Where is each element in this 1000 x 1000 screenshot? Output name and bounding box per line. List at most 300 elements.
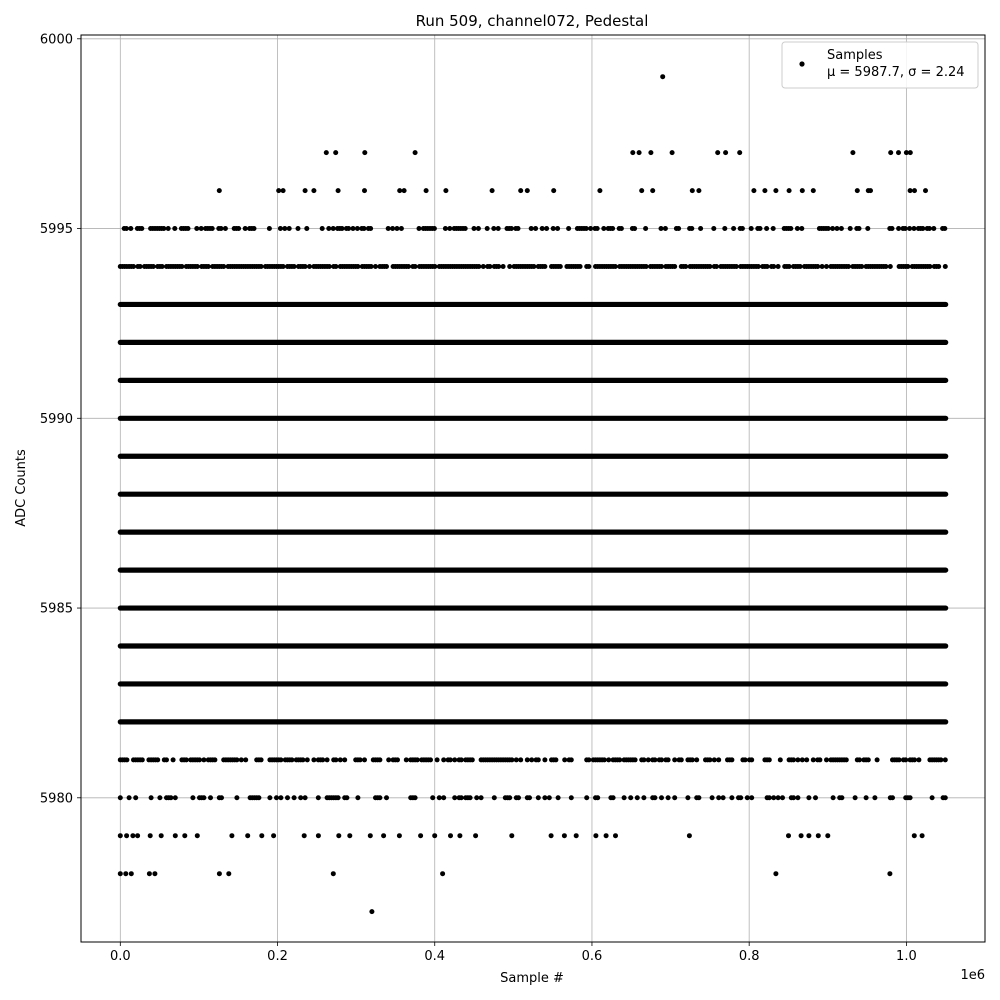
sample-point — [749, 226, 754, 231]
sample-point — [788, 226, 793, 231]
sample-point — [340, 226, 345, 231]
sample-point — [908, 150, 913, 155]
sample-point — [210, 226, 215, 231]
sample-point — [252, 226, 257, 231]
sample-point — [402, 188, 407, 193]
x-tick-label: 0.4 — [424, 949, 446, 964]
sample-point — [942, 226, 947, 231]
sample-point — [617, 757, 622, 762]
sample-point — [463, 226, 468, 231]
sample-point — [509, 757, 514, 762]
sample-point — [281, 188, 286, 193]
sample-point — [912, 188, 917, 193]
sample-point — [118, 795, 123, 800]
sample-point — [384, 795, 389, 800]
sample-point — [303, 188, 308, 193]
sample-point — [780, 795, 785, 800]
sample-point — [936, 264, 941, 269]
sample-point — [199, 226, 204, 231]
sample-point — [566, 226, 571, 231]
sample-point — [716, 795, 721, 800]
sample-point — [606, 757, 611, 762]
sample-point — [690, 188, 695, 193]
sample-point — [676, 226, 681, 231]
sample-point — [690, 757, 695, 762]
sample-point — [672, 264, 677, 269]
sample-point — [745, 795, 750, 800]
sample-point — [129, 871, 134, 876]
sample-point — [447, 226, 452, 231]
sample-point — [531, 264, 536, 269]
sample-point — [595, 795, 600, 800]
sample-point — [267, 226, 272, 231]
sample-point — [333, 264, 338, 269]
sample-point — [806, 795, 811, 800]
sample-point — [943, 264, 948, 269]
sample-point — [533, 226, 538, 231]
x-tick-label: 0.2 — [267, 949, 288, 964]
sample-point — [219, 795, 224, 800]
sample-point — [687, 833, 692, 838]
sample-point — [164, 757, 169, 762]
sample-point — [234, 795, 239, 800]
sample-point — [130, 833, 135, 838]
sample-point — [459, 795, 464, 800]
sample-point — [816, 833, 821, 838]
sample-point — [817, 757, 822, 762]
sample-point — [773, 188, 778, 193]
sample-point — [152, 871, 157, 876]
sample-point — [731, 226, 736, 231]
sample-point — [799, 226, 804, 231]
sample-point — [368, 226, 373, 231]
sample-point — [908, 795, 913, 800]
sample-point — [813, 795, 818, 800]
sample-point — [221, 264, 226, 269]
sample-point — [830, 226, 835, 231]
sample-point — [184, 757, 189, 762]
sample-point — [715, 150, 720, 155]
sample-point — [903, 757, 908, 762]
sample-point — [850, 150, 855, 155]
x-axis-offset-label: 1e6 — [960, 968, 985, 983]
sample-point — [551, 188, 556, 193]
sample-point — [659, 264, 664, 269]
sample-point — [369, 264, 374, 269]
sample-point — [131, 264, 136, 269]
sample-point — [172, 226, 177, 231]
sample-point — [197, 757, 202, 762]
sample-point — [824, 264, 829, 269]
sample-point — [694, 757, 699, 762]
sample-point — [118, 833, 123, 838]
sample-point — [707, 757, 712, 762]
sample-point — [428, 757, 433, 762]
sample-point — [764, 226, 769, 231]
sample-point — [331, 871, 336, 876]
sample-point — [787, 188, 792, 193]
sample-point — [311, 757, 316, 762]
sample-point — [569, 795, 574, 800]
sample-point — [795, 226, 800, 231]
sample-point — [507, 264, 512, 269]
sample-point — [586, 264, 591, 269]
sample-point — [206, 264, 211, 269]
sample-point — [859, 264, 864, 269]
sample-point — [604, 833, 609, 838]
sample-point — [729, 795, 734, 800]
sample-point — [397, 833, 402, 838]
sample-point — [336, 795, 341, 800]
sample-point — [195, 264, 200, 269]
sample-point — [161, 226, 166, 231]
sample-point — [825, 833, 830, 838]
sample-point — [930, 795, 935, 800]
sample-point — [474, 795, 479, 800]
sample-point — [903, 226, 908, 231]
sample-point — [229, 833, 234, 838]
sample-point — [338, 757, 343, 762]
sample-point — [907, 226, 912, 231]
sample-point — [857, 226, 862, 231]
sample-point — [468, 795, 473, 800]
sample-point — [397, 188, 402, 193]
sample-point — [296, 226, 301, 231]
sample-point — [798, 264, 803, 269]
sample-point — [479, 795, 484, 800]
sample-point — [839, 795, 844, 800]
x-tick-label: 0.6 — [581, 949, 603, 964]
sample-point — [765, 264, 770, 269]
sample-point — [551, 226, 556, 231]
sample-point — [441, 757, 446, 762]
sample-point — [729, 757, 734, 762]
sample-point — [586, 757, 591, 762]
sample-point — [358, 757, 363, 762]
sample-point — [562, 757, 567, 762]
sample-point — [865, 226, 870, 231]
sample-point — [527, 795, 532, 800]
sample-point — [525, 757, 530, 762]
sample-point — [362, 226, 367, 231]
sample-point — [459, 757, 464, 762]
sample-point — [355, 795, 360, 800]
sample-point — [555, 226, 560, 231]
sample-point — [660, 74, 665, 79]
sample-point — [424, 188, 429, 193]
sample-point — [518, 188, 523, 193]
sample-point — [138, 264, 143, 269]
sample-point — [369, 909, 374, 914]
sample-point — [872, 795, 877, 800]
sample-point — [574, 833, 579, 838]
sample-point — [588, 226, 593, 231]
sample-point — [650, 188, 655, 193]
sample-point — [905, 264, 910, 269]
sample-point — [173, 795, 178, 800]
sample-point — [749, 795, 754, 800]
sample-point — [916, 757, 921, 762]
sample-point — [347, 833, 352, 838]
sample-point — [811, 757, 816, 762]
sample-point — [155, 757, 160, 762]
sample-point — [481, 264, 486, 269]
sample-point — [632, 226, 637, 231]
sample-point — [927, 226, 932, 231]
sample-point — [160, 264, 165, 269]
sample-point — [437, 795, 442, 800]
sample-point — [325, 757, 330, 762]
sample-point — [435, 757, 440, 762]
sample-point — [496, 226, 501, 231]
sample-point — [723, 150, 728, 155]
sample-point — [776, 264, 781, 269]
sample-point — [245, 833, 250, 838]
sample-point — [123, 871, 128, 876]
sample-point — [351, 226, 356, 231]
sample-point — [578, 264, 583, 269]
x-tick-label: 1.0 — [896, 949, 917, 964]
sample-point — [866, 757, 871, 762]
sample-point — [633, 757, 638, 762]
sample-point — [536, 757, 541, 762]
sample-point — [601, 226, 606, 231]
y-axis-label: ADC Counts — [14, 449, 29, 527]
sample-point — [875, 757, 880, 762]
sample-point — [320, 226, 325, 231]
sample-point — [139, 226, 144, 231]
sample-point — [630, 150, 635, 155]
sample-point — [610, 226, 615, 231]
sample-point — [912, 226, 917, 231]
sample-point — [811, 188, 816, 193]
sample-point — [890, 226, 895, 231]
sample-point — [659, 757, 664, 762]
sample-point — [300, 757, 305, 762]
sample-point — [689, 226, 694, 231]
sample-point — [931, 226, 936, 231]
sample-point — [773, 871, 778, 876]
sample-point — [569, 757, 574, 762]
sample-point — [639, 188, 644, 193]
sample-point — [406, 264, 411, 269]
sample-point — [888, 150, 893, 155]
sample-point — [683, 264, 688, 269]
sample-point — [663, 226, 668, 231]
sample-point — [920, 226, 925, 231]
sample-point — [151, 264, 156, 269]
sample-point — [386, 226, 391, 231]
y-tick-label: 5980 — [39, 791, 73, 807]
sample-point — [441, 795, 446, 800]
sample-point — [179, 264, 184, 269]
sample-point — [824, 757, 829, 762]
sample-point — [452, 757, 457, 762]
x-axis-label: Sample # — [500, 971, 564, 986]
sample-point — [749, 757, 754, 762]
sample-point — [274, 795, 279, 800]
sample-point — [443, 188, 448, 193]
sample-point — [740, 226, 745, 231]
sample-point — [698, 226, 703, 231]
sample-point — [276, 188, 281, 193]
sample-point — [287, 226, 292, 231]
sample-point — [470, 757, 475, 762]
sample-point — [212, 757, 217, 762]
sample-point — [800, 757, 805, 762]
sample-point — [342, 757, 347, 762]
sample-point — [457, 833, 462, 838]
sample-point — [395, 226, 400, 231]
sample-point — [855, 188, 860, 193]
sample-point — [562, 833, 567, 838]
sample-point — [758, 226, 763, 231]
sample-point — [243, 757, 248, 762]
sample-point — [786, 833, 791, 838]
sample-point — [558, 264, 563, 269]
sample-point — [778, 757, 783, 762]
sample-point — [448, 757, 453, 762]
sample-point — [373, 264, 378, 269]
sample-point — [344, 795, 349, 800]
sample-point — [333, 150, 338, 155]
sample-point — [140, 757, 145, 762]
sample-point — [490, 188, 495, 193]
sample-point — [529, 757, 534, 762]
sample-point — [848, 226, 853, 231]
sample-point — [491, 226, 496, 231]
sample-point — [652, 757, 657, 762]
sample-point — [285, 795, 290, 800]
sample-point — [148, 833, 153, 838]
sample-point — [712, 757, 717, 762]
sample-point — [643, 226, 648, 231]
sample-point — [920, 833, 925, 838]
sample-point — [518, 757, 523, 762]
y-tick-label: 5990 — [39, 411, 73, 427]
sample-point — [799, 833, 804, 838]
chart-title: Run 509, channel072, Pedestal — [415, 12, 649, 30]
legend-marker — [799, 61, 804, 66]
sample-point — [542, 795, 547, 800]
sample-point — [846, 264, 851, 269]
sample-point — [795, 757, 800, 762]
sample-point — [496, 264, 501, 269]
sample-point — [912, 757, 917, 762]
sample-point — [303, 264, 308, 269]
sample-point — [289, 757, 294, 762]
sample-point — [795, 795, 800, 800]
sample-point — [292, 264, 297, 269]
sample-point — [311, 188, 316, 193]
sample-point — [540, 226, 545, 231]
sample-point — [722, 226, 727, 231]
sample-point — [443, 226, 448, 231]
sample-point — [507, 795, 512, 800]
sample-point — [355, 264, 360, 269]
sample-point — [476, 226, 481, 231]
sample-point — [738, 795, 743, 800]
sample-point — [844, 757, 849, 762]
sample-point — [584, 795, 589, 800]
sample-point — [542, 757, 547, 762]
legend-stats-label: μ = 5987.7, σ = 2.24 — [827, 65, 965, 80]
sample-point — [201, 795, 206, 800]
sample-point — [448, 833, 453, 838]
sample-point — [413, 150, 418, 155]
sample-point — [127, 795, 132, 800]
sample-point — [194, 226, 199, 231]
sample-point — [641, 795, 646, 800]
sample-point — [432, 264, 437, 269]
sample-point — [883, 264, 888, 269]
sample-point — [331, 226, 336, 231]
sample-point — [696, 188, 701, 193]
sample-point — [316, 833, 321, 838]
sample-point — [346, 226, 351, 231]
sample-point — [390, 226, 395, 231]
sample-point — [628, 795, 633, 800]
sample-point — [815, 264, 820, 269]
sample-point — [271, 833, 276, 838]
sample-point — [432, 226, 437, 231]
sample-point — [716, 757, 721, 762]
sample-point — [281, 264, 286, 269]
sample-point — [386, 757, 391, 762]
sample-point — [549, 833, 554, 838]
sample-point — [239, 757, 244, 762]
sample-point — [635, 795, 640, 800]
sample-point — [670, 150, 675, 155]
sample-point — [399, 226, 404, 231]
sample-point — [124, 757, 129, 762]
sample-point — [195, 833, 200, 838]
sample-point — [417, 226, 422, 231]
sample-point — [133, 795, 138, 800]
sample-point — [791, 757, 796, 762]
sample-point — [685, 795, 690, 800]
sample-point — [259, 833, 264, 838]
sample-point — [259, 757, 264, 762]
sample-point — [927, 264, 932, 269]
sample-point — [226, 871, 231, 876]
sample-point — [487, 264, 492, 269]
y-tick-label: 6000 — [39, 32, 73, 48]
sample-point — [256, 795, 261, 800]
sample-point — [756, 264, 761, 269]
sample-point — [278, 795, 283, 800]
sample-point — [303, 795, 308, 800]
legend-series-name: Samples — [827, 48, 883, 63]
sample-point — [711, 226, 716, 231]
sample-point — [734, 264, 739, 269]
sample-point — [452, 795, 457, 800]
sample-point — [923, 188, 928, 193]
sample-point — [304, 226, 309, 231]
sample-point — [800, 188, 805, 193]
sample-point — [767, 757, 772, 762]
sample-point — [529, 226, 534, 231]
sample-point — [219, 226, 224, 231]
sample-point — [771, 264, 776, 269]
sample-point — [710, 795, 715, 800]
sample-point — [839, 226, 844, 231]
y-tick-label: 5995 — [39, 222, 73, 238]
sample-point — [128, 226, 133, 231]
sample-point — [912, 833, 917, 838]
sample-point — [472, 226, 477, 231]
legend — [782, 42, 978, 88]
